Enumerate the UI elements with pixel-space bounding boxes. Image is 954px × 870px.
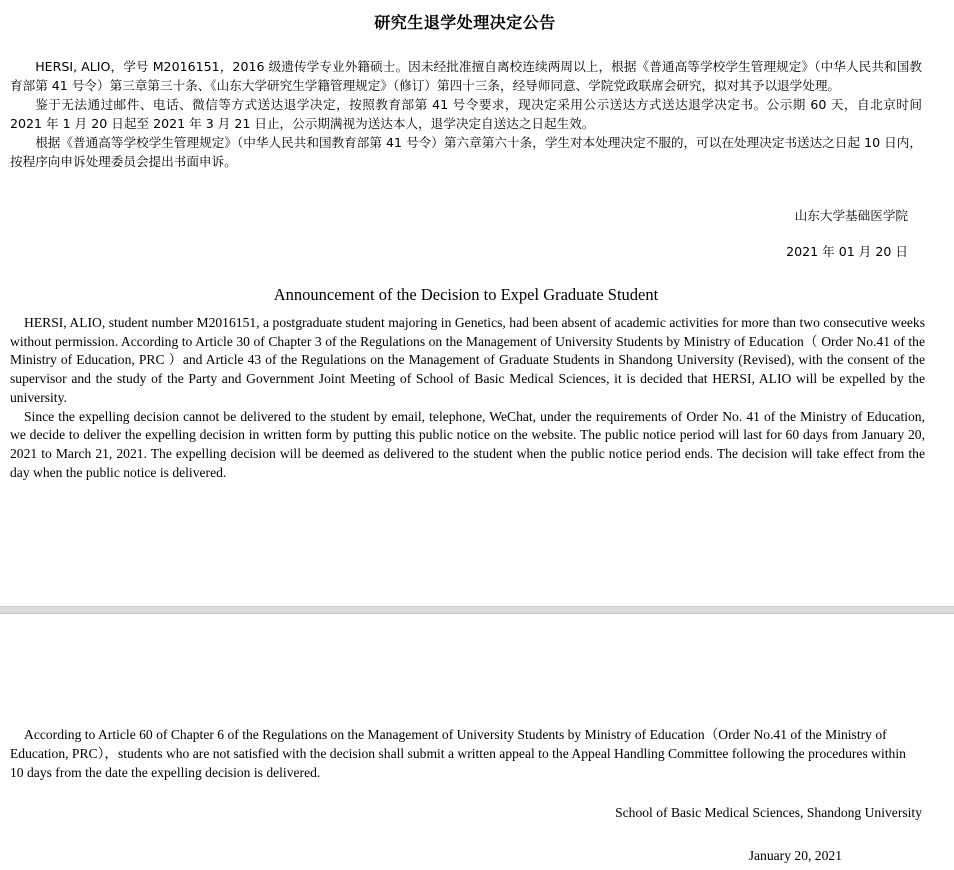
english-appeal-section bbox=[10, 725, 922, 782]
english-signature: School of Basic Medical Sciences, Shandong University bbox=[615, 805, 922, 820]
chinese-date: 2021 年 01 月 20 日 bbox=[786, 244, 908, 259]
english-title: Announcement of the Decision to Expel Graduate Student bbox=[273, 285, 659, 304]
page-break-divider bbox=[0, 606, 954, 614]
english-paragraph-1: HERSI, ALIO, student number M2016151, a postgraduate student majoring in Genetics, had been absent of academic activities for more than two consecutive weeks without permission. According to Article 30 of Chapter 3 of the Regulations on the Management of University Students by Ministry of Education（ Order No.41 of the Ministry of Education, PRC ）and Article 43 of the Regulations on the Management of Graduate Students in Shandong University (Revised), with the consent of the supervisor and the study of the Party and Government Joint Meeting of School of Basic Medical Sciences, it is decided that HERSI, ALIO will be expelled by the university. bbox=[10, 315, 925, 405]
english-date: January 20, 2021 bbox=[748, 848, 842, 863]
chinese-title: 研究生退学处理决定公告 bbox=[374, 13, 556, 32]
chinese-paragraph-3: 根据《普通高等学校学生管理规定》（中华人民共和国教育部第 41 号令）第六章第六十条，学生对本处理决定不服的，可以在处理决定书送达之日起 10 日内，按程序向申诉处理委员会提出书面申诉。 bbox=[10, 135, 922, 169]
chinese-body bbox=[10, 57, 922, 171]
chinese-paragraph-2: 鉴于无法通过邮件、电话、微信等方式送达退学决定，按照教育部第 41 号令要求，现决定采用公示送达方式送达退学决定书。公示期 60 天，自北京时间 2021 年 1 月 20 日起至 2021 年 3 月 21 日止，公示期满视为送达本人，退学决定自送达之日起生效。 bbox=[10, 97, 922, 131]
english-paragraph-2: Since the expelling decision cannot be delivered to the student by email, telephone, WeChat, under the requirements of Order No. 41 of the Ministry of Education, we decide to deliver the expelling decision in written form by putting this public notice on the website. The public notice period will last for 60 days from January 20, 2021 to March 21, 2021. The expelling decision will be deemed as delivered to the student when the public notice period ends. The decision will take effect from the day when the public notice is delivered. bbox=[10, 408, 925, 480]
english-body bbox=[10, 314, 925, 482]
chinese-signature: 山东大学基础医学院 bbox=[794, 208, 908, 223]
chinese-paragraph-1: HERSI, ALIO，学号 M2016151，2016 级遗传学专业外籍硕士。因未经批准擅自离校连续两周以上，根据《普通高等学校学生管理规定》（中华人民共和国教育部第 41 号令）第三章第三十条、《山东大学研究生学籍管理规定》（修订）第四十三条，经导师同意、学院党政联席会研究，拟对其予以退学处理。 bbox=[10, 59, 922, 93]
english-appeal-paragraph: According to Article 60 of Chapter 6 of the Regulations on the Management of University Students by Ministry of Education（Order No.41 of the Ministry of Education, PRC），students who are not satisfied with the decision shall submit a written appeal to the Appeal Handling Committee following the procedures within 10 days from the date the expelling decision is delivered. bbox=[10, 727, 906, 780]
